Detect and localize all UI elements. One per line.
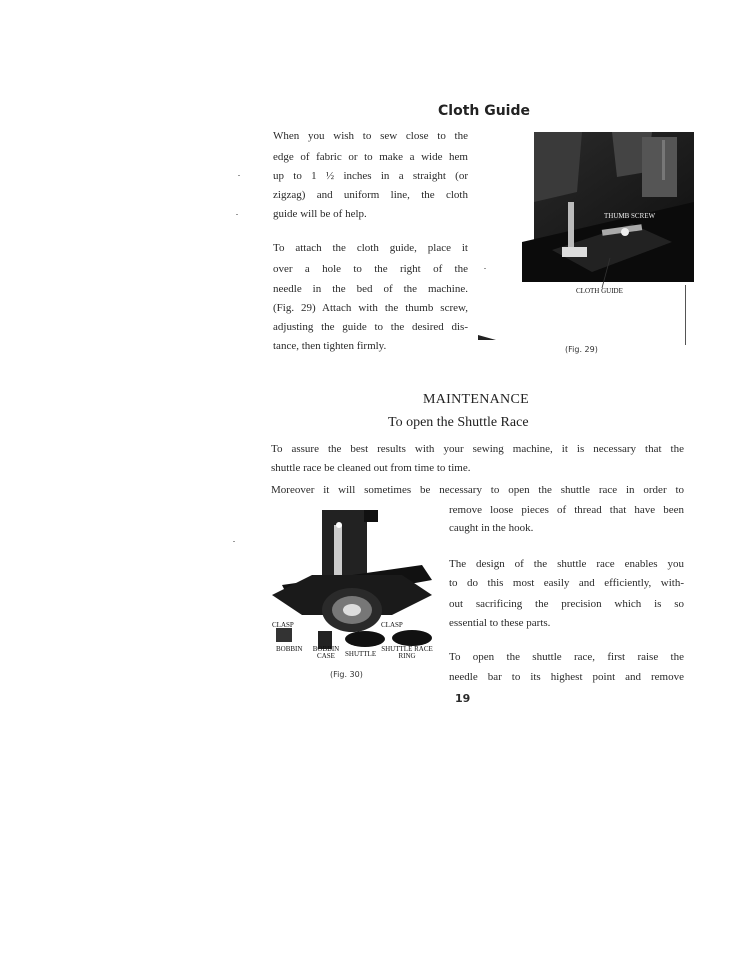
text-line: To open the shuttle race, first raise the xyxy=(449,651,684,663)
text-line: needle in the bed of the machine. xyxy=(273,283,468,295)
shuttle-race-ring-label: SHUTTLE RACE RING xyxy=(381,645,433,660)
shuttle-race-subheading: To open the Shuttle Race xyxy=(388,415,529,430)
thumb-screw-label: THUMB SCREW xyxy=(604,212,656,220)
figure-30-caption: (Fig. 30) xyxy=(330,670,363,679)
text-line: needle bar to its highest point and remove xyxy=(449,671,684,683)
scan-speck xyxy=(236,214,238,215)
text-line: tance, then tighten firmly. xyxy=(273,340,387,352)
scan-speck xyxy=(233,541,235,542)
figure-frame-right-edge xyxy=(685,285,686,345)
text-line: zigzag) and uniform line, the cloth xyxy=(273,189,468,201)
text-line: to do this most easily and efficiently, with- xyxy=(449,577,684,589)
text-line: When you wish to sew close to the xyxy=(273,130,468,142)
cloth-guide-leader-line xyxy=(596,256,616,290)
clasp-right-label: CLASP xyxy=(381,621,403,629)
text-line: remove loose pieces of thread that have been xyxy=(449,504,684,516)
text-line: caught in the hook. xyxy=(449,522,534,534)
text-line: Moreover it will sometimes be necessary to open the shuttle race in order to xyxy=(271,484,684,496)
text-line: To attach the cloth guide, place it xyxy=(273,242,468,254)
text-line: edge of fabric or to make a wide hem xyxy=(273,151,468,163)
text-line: up to 1 ½ inches in a straight (or xyxy=(273,170,468,182)
arrow-icon xyxy=(478,334,496,342)
text-line: adjusting the guide to the desired dis- xyxy=(273,321,468,333)
text-line: over a hole to the right of the xyxy=(273,263,468,275)
figure-30-photo xyxy=(272,505,436,665)
shuttle-race-illustration xyxy=(272,505,436,665)
scan-speck xyxy=(238,175,240,176)
text-line: The design of the shuttle race enables you xyxy=(449,558,684,570)
text-line: (Fig. 29) Attach with the thumb screw, xyxy=(273,302,468,314)
text-line: guide will be of help. xyxy=(273,208,367,220)
text-line: To assure the best results with your sewing machine, it is necessary that the xyxy=(271,443,684,455)
maintenance-heading: MAINTENANCE xyxy=(423,392,529,407)
bobbin-label: BOBBIN xyxy=(276,645,303,653)
text-line: out sacrificing the precision which is so xyxy=(449,598,684,610)
text-line: shuttle race be cleaned out from time to time. xyxy=(271,462,471,474)
shuttle-label: SHUTTLE xyxy=(345,650,377,658)
cloth-guide-heading: Cloth Guide xyxy=(438,103,530,119)
cloth-guide-label: CLOTH GUIDE xyxy=(576,287,623,295)
text-line: essential to these parts. xyxy=(449,617,551,629)
clasp-left-label: CLASP xyxy=(272,621,294,629)
bobbin-case-label: BOBBIN CASE xyxy=(312,645,340,660)
scan-speck xyxy=(484,268,486,269)
figure-29-caption: (Fig. 29) xyxy=(565,345,598,354)
page-number: 19 xyxy=(455,692,471,705)
